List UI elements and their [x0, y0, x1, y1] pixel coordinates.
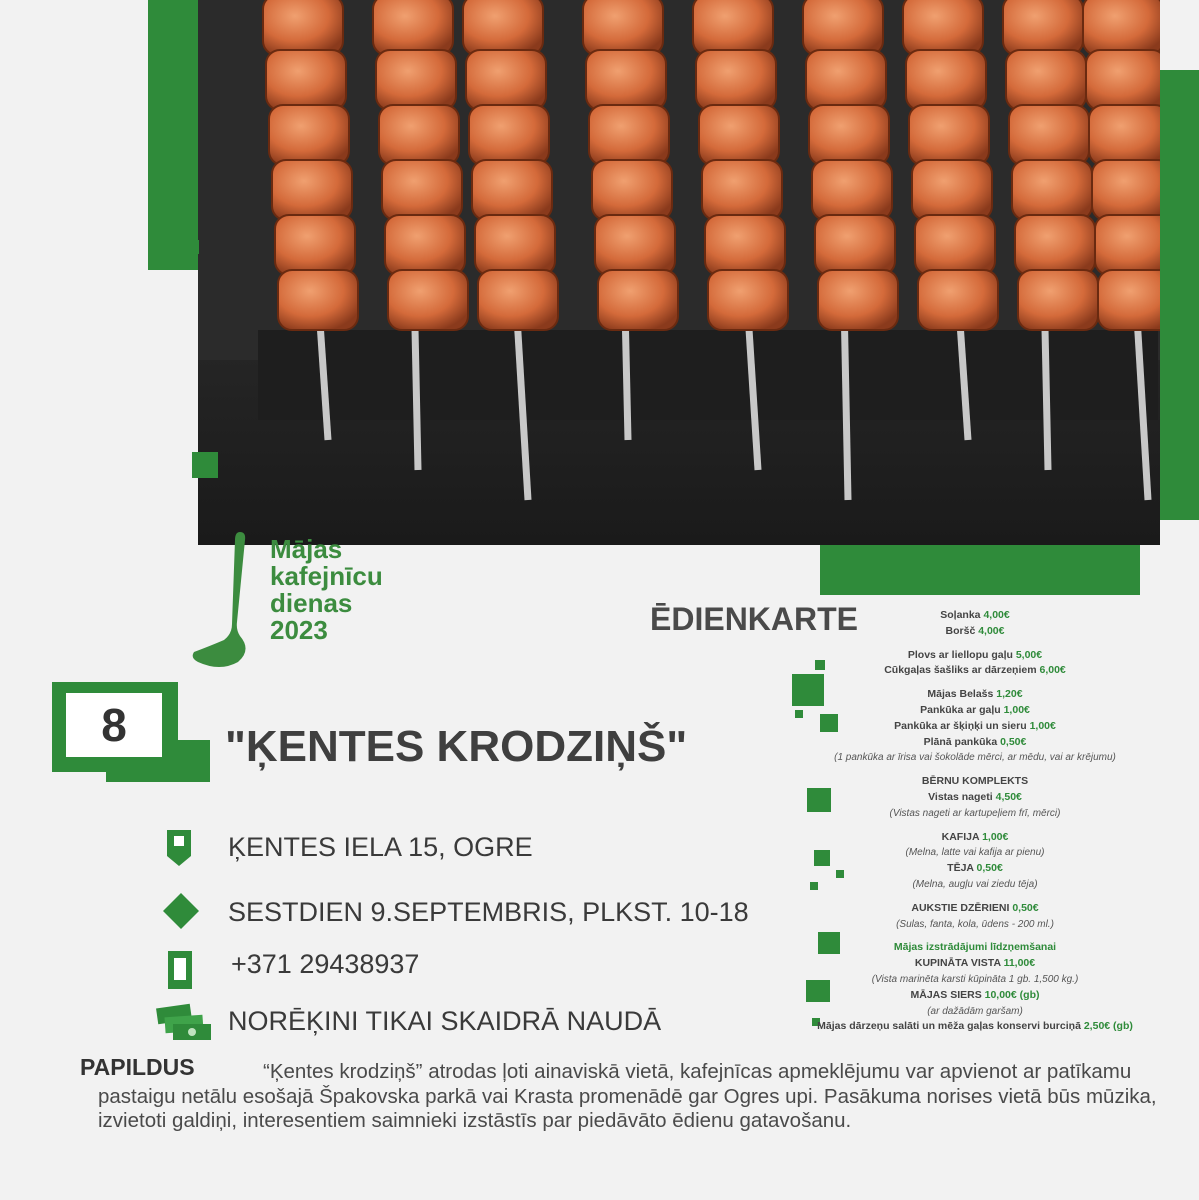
meat-chunk — [373, 0, 453, 55]
meat-chunk — [379, 105, 459, 165]
meat-chunk — [586, 50, 666, 110]
meat-chunk — [385, 215, 465, 275]
menu-item: Cūkgaļas šašliks ar dārzeņiem 6,00€ — [884, 664, 1066, 677]
menu-note: (Vista marinēta karsti kūpināta 1 gb. 1,500 kg.) — [871, 973, 1079, 985]
meat-chunk — [1095, 215, 1160, 275]
meat-chunk — [382, 160, 462, 220]
meat-chunk — [583, 0, 663, 55]
meat-chunk — [903, 0, 983, 55]
logo-line-2: kafejnīcu — [270, 561, 383, 591]
meat-chunk — [1089, 105, 1160, 165]
menu-item: Mājas Belašs 1,20€ — [927, 688, 1023, 701]
address-text: ĶENTES IELA 15, OGRE — [228, 832, 533, 862]
meat-chunk — [269, 105, 349, 165]
logo-text — [270, 536, 383, 644]
meat-chunk — [812, 160, 892, 220]
meat-chunk — [478, 270, 558, 330]
meat-chunk — [1092, 160, 1160, 220]
meat-chunk — [906, 50, 986, 110]
meat-chunk — [696, 50, 776, 110]
meat-chunk — [592, 160, 672, 220]
meat-chunk — [472, 160, 552, 220]
meat-chunk — [598, 270, 678, 330]
logo-line-1: Mājas — [270, 534, 343, 564]
meat-chunk — [376, 50, 456, 110]
meat-chunk — [1006, 50, 1086, 110]
menu-item: Pankūka ar šķiņķi un sieru 1,00€ — [894, 719, 1056, 732]
venue-number: 8 — [101, 699, 127, 751]
meat-chunk — [275, 215, 355, 275]
deco-square — [185, 240, 199, 254]
meat-chunk — [1083, 0, 1160, 55]
venue-name: "ĶENTES KRODZIŅŠ" — [225, 722, 688, 771]
grill-photo — [198, 0, 1160, 545]
meat-chunk — [693, 0, 773, 55]
meat-chunk — [815, 215, 895, 275]
menu-item: Boršč 4,00€ — [945, 624, 1005, 637]
meat-chunk — [818, 270, 898, 330]
payment-text: NORĒĶINI TIKAI SKAIDRĀ NAUDĀ — [228, 1006, 662, 1036]
menu-note: (1 pankūka ar īrisa vai šokolāde mērci, ar mēdu, vai ar krējumu) — [834, 752, 1116, 764]
menu-item: Mājas dārzeņu salāti un mēža gaļas konservi burciņā 2,50€ (gb) — [817, 1020, 1133, 1033]
meat-chunk — [272, 160, 352, 220]
menu-item: Plānā pankūka 0,50€ — [923, 735, 1027, 748]
datetime-text: SESTDIEN 9.SEPTEMBRIS, PLKST. 10-18 — [228, 897, 749, 927]
meat-chunk — [1086, 50, 1160, 110]
logo-line-4: 2023 — [270, 615, 328, 645]
meat-chunk — [469, 105, 549, 165]
meat-chunk — [278, 270, 358, 330]
meat-chunk — [1018, 270, 1098, 330]
meat-chunk — [589, 105, 669, 165]
meat-chunk — [699, 105, 779, 165]
menu-section-heading: Mājas izstrādājumi līdzņemšanai — [893, 941, 1057, 954]
menu-note: (ar dažādām garšam) — [927, 1005, 1023, 1017]
meat-chunk — [466, 50, 546, 110]
menu-note: (Vistas nageti ar kartupeļiem frī, mērci) — [889, 807, 1061, 819]
papildus-body: “Ķentes krodziņš” atrodas ļoti ainaviskā vietā, kafejnīcas apmeklējumu var apvienot ar patīkamu pastaigu netālu esošajā Špakovska parkā vai Krasta promenādē gar Ogres upi. Pasākuma norises vietā būs mūzika, izvietoti galdiņi, interesentiem saimnieki izstāstīs par piedāvāto ēdienu gatavošanu. — [98, 1060, 1157, 1132]
meat-chunk — [388, 270, 468, 330]
calendar-icon — [162, 892, 200, 930]
menu-note: (Sulas, fanta, kola, ūdens - 200 ml.) — [896, 918, 1054, 930]
meat-chunk — [1009, 105, 1089, 165]
meat-chunk — [705, 215, 785, 275]
meat-chunk — [475, 215, 555, 275]
menu-item: Plovs ar liellopu gaļu 5,00€ — [907, 648, 1043, 661]
meat-chunk — [1012, 160, 1092, 220]
menu-list — [780, 608, 1170, 1035]
menu-note: (Melna, latte vai kafija ar pienu) — [905, 847, 1045, 859]
menu-section-heading: BĒRNU KOMPLEKTS — [921, 775, 1029, 788]
menu-item: Pankūka ar gaļu 1,00€ — [920, 703, 1030, 716]
deco-square — [192, 452, 218, 478]
kebab-image — [198, 0, 1160, 545]
menu-item: Soļanka 4,00€ — [940, 609, 1010, 621]
meat-chunk — [909, 105, 989, 165]
logo-line-3: dienas — [270, 588, 353, 618]
meat-chunk — [595, 215, 675, 275]
meat-chunk — [1015, 215, 1095, 275]
menu-item: AUKSTIE DZĒRIENI 0,50€ — [911, 901, 1039, 914]
menu-item: TĒJA 0,50€ — [947, 862, 1003, 875]
menu-note: (Melna, augļu vai ziedu tēja) — [912, 878, 1038, 890]
menu-item: KUPINĀTA VISTA 11,00€ — [914, 957, 1036, 970]
phone-text: +371 29438937 — [231, 949, 420, 979]
meat-chunk — [1003, 0, 1083, 55]
papildus-title: PAPILDUS — [80, 1054, 195, 1080]
papildus-text — [98, 1060, 1168, 1134]
event-logo — [190, 530, 440, 670]
meat-chunk — [708, 270, 788, 330]
meat-chunk — [803, 0, 883, 55]
meat-chunk — [806, 50, 886, 110]
meat-chunk — [915, 215, 995, 275]
location-pin-icon — [165, 828, 193, 868]
meat-chunk — [263, 0, 343, 55]
meat-chunk — [809, 105, 889, 165]
ladle-icon — [190, 530, 260, 670]
cash-icon — [155, 1000, 213, 1042]
meat-chunk — [1098, 270, 1160, 330]
meat-chunk — [702, 160, 782, 220]
menu-item: KAFIJA 1,00€ — [941, 830, 1009, 843]
meat-chunk — [463, 0, 543, 55]
meat-chunk — [266, 50, 346, 110]
meat-chunk — [912, 160, 992, 220]
menu-title: ĒDIENKARTE — [650, 601, 859, 637]
phone-icon — [167, 950, 193, 990]
menu-item: MĀJAS SIERS 10,00€ (gb) — [910, 988, 1040, 1001]
menu-item: Vistas nageti 4,50€ — [928, 790, 1022, 803]
meat-chunk — [918, 270, 998, 330]
